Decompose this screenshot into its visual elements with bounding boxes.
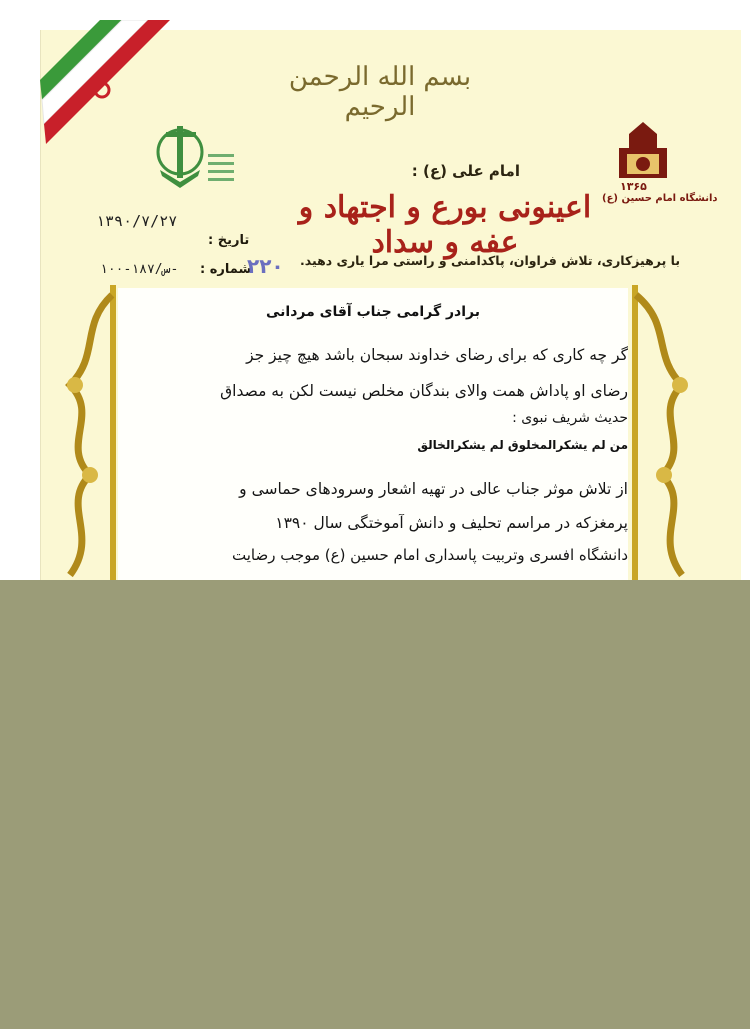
quote-arabic: اعینونی بورع و اجتهاد و عفه و سداد bbox=[298, 190, 592, 260]
bismillah: بسم الله الرحمن الرحیم bbox=[288, 62, 472, 122]
imam-quote-label: امام علی (ع) : bbox=[411, 162, 520, 180]
university-founding-year: ۱۳۶۵ bbox=[620, 180, 647, 193]
ornament-frame-right bbox=[622, 285, 702, 580]
number-label: شماره : bbox=[200, 262, 252, 277]
date-value: ۱۳۹۰/۷/۲۷ bbox=[96, 212, 178, 230]
letter-body bbox=[118, 288, 628, 580]
hadith-quote: من لم یشکرالمخلوق لم یشکرالخالق bbox=[417, 438, 628, 452]
sepah-emblem-icon bbox=[150, 112, 240, 202]
addressee: برادر گرامی جناب آقای مردانی bbox=[266, 304, 480, 320]
number-stamp: ۲۲۰ bbox=[247, 254, 284, 278]
ornament-frame-left bbox=[50, 285, 125, 580]
letter-line-1: گر چه کاری که برای رضای خداوند سبحان باشد هیچ چیز جز bbox=[246, 346, 628, 364]
number-value: س/۱۸۷-۱۰۰- bbox=[100, 262, 179, 277]
letter-line-4: از تلاش موثر جناب عالی در تهیه اشعار وسرودهای حماسی و bbox=[239, 480, 628, 498]
letter-line-6: دانشگاه افسری وتربیت پاسداری امام حسین (ع) موجب رضایت bbox=[231, 546, 628, 564]
date-label: تاریخ : bbox=[208, 233, 250, 248]
letter-line-2: رضای او پاداش همت والای بندگان مخلص نیست لکن به مصداق bbox=[220, 382, 628, 400]
letter-line-5: پرمغزکه در مراسم تحلیف و دانش آموختگی سال ۱۳۹۰ bbox=[275, 514, 628, 532]
university-name: دانشگاه امام حسین (ع) bbox=[602, 193, 718, 204]
quote-translation: با پرهیزکاری، تلاش فراوان، پاکدامنی و راستی مرا یاری دهید. bbox=[300, 253, 681, 268]
letter-line-3: حدیث شریف نبوی : bbox=[512, 410, 628, 426]
